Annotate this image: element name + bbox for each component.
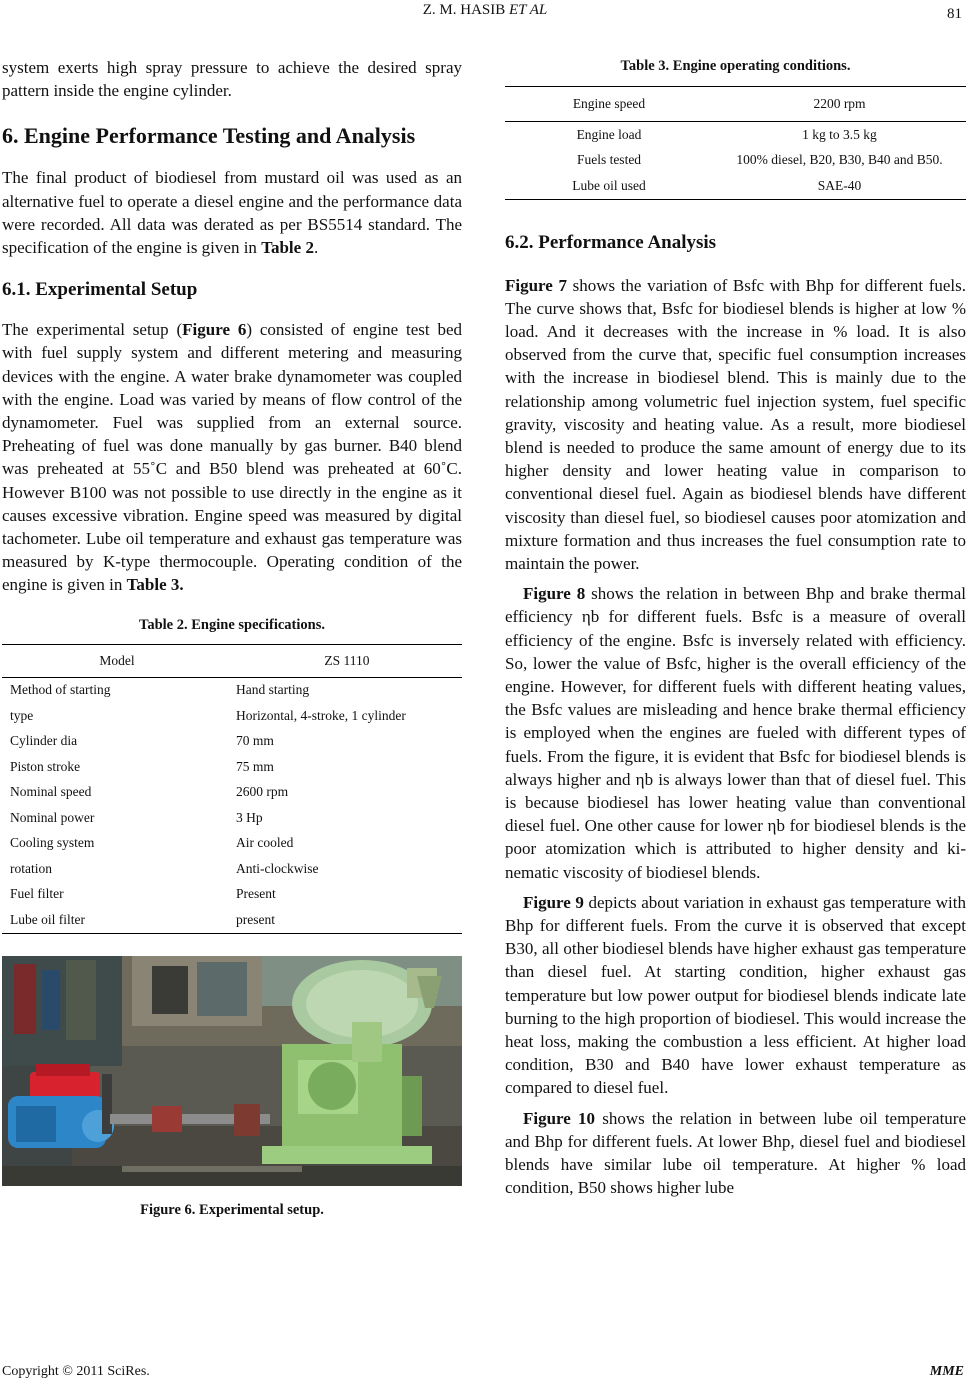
table-row: Fuels tested 100% diesel, B20, B30, B40 and B50. — [576, 152, 943, 168]
table-3-header-row — [505, 87, 966, 122]
table-row: Fuel filter Present — [10, 886, 276, 902]
table-row: Cooling system Air cooled — [10, 835, 294, 851]
journal-abbreviation: MME — [929, 1364, 964, 1379]
photo-illustration — [2, 956, 462, 1186]
section-6-paragraph: The final product of biodiesel from mustard oil was used as an alternative fuel to operate a diesel engine and the performance data were recorded. All data was derated as per BS5514 standard. The specification of the engine is given in Table 2. — [2, 168, 462, 258]
figure-6-caption: Figure 6. Experimental setup. — [140, 1201, 324, 1218]
experimental-setup-photo — [2, 956, 462, 1186]
table-2 — [2, 644, 462, 934]
running-header — [0, 2, 970, 26]
section-6-heading: 6. Engine Performance Testing and Analysis — [2, 123, 416, 149]
performance-paragraph-3: Figure 9 depicts about variation in exhaust gas temperature with Bhp for different fuels. From the curve it is observed that except B30, all other biodiesel blends have higher exhaust gas temperature than diesel fuel. At starting condition, higher exhaust gas temperature but low power output for biodiesel blends indicate late burning to the high proportion of biodiesel. This would increase the heat loss, making the combustion a less efficient. At higher load condition, B30 and B40 have lower exhaust temperature as compared to diesel fuel. — [505, 892, 966, 1098]
table-3-ref[interactable]: Table 3. — [126, 575, 184, 595]
table-2-header-cell: ZS 1110 — [232, 644, 462, 677]
intro-paragraph: system exerts high spray pressure to achieve the desired spray pattern inside the engine cylinder. — [2, 58, 462, 101]
table-row: Nominal speed 2600 rpm — [10, 784, 289, 800]
section-6-2-heading: 6.2. Performance Analysis — [505, 231, 717, 253]
left-column — [2, 56, 462, 1220]
table-row: rotation Anti-clockwise — [10, 860, 319, 876]
figure-8-ref[interactable]: Figure 8 — [523, 584, 586, 604]
figure-10-ref[interactable]: Figure 10 — [523, 1108, 596, 1128]
section-6-1-heading: 6.1. Experimental Setup — [2, 279, 198, 301]
figure-6-ref[interactable]: Figure 6 — [182, 320, 247, 340]
table-row: Nominal power 3 Hp — [10, 809, 263, 825]
table-row: Lube oil filter present — [2, 907, 462, 933]
table-2-header-row — [2, 644, 462, 677]
table-3-header-cell: Engine speed — [505, 87, 713, 122]
table-2-header-cell: Model — [2, 644, 232, 677]
figure-7-ref[interactable]: Figure 7 — [505, 275, 567, 295]
table-row: Method of starting Hand starting — [10, 682, 310, 698]
table-row: type Horizontal, 4-stroke, 1 cylinder — [10, 707, 406, 723]
table-row: Engine load 1 kg to 3.5 kg — [576, 126, 877, 142]
table-row: Cylinder dia 70 mm — [10, 733, 274, 749]
right-column — [505, 56, 966, 1199]
table-3 — [505, 86, 966, 200]
table-row: Piston stroke 75 mm — [10, 758, 274, 774]
table-row: Lube oil used SAE-40 — [505, 173, 966, 199]
table-2-caption: Table 2. Engine specifications. — [139, 616, 325, 633]
running-title: Z. M. HASIB ET AL — [422, 2, 548, 18]
performance-paragraph-1: Figure 7 shows the variation of Bsfc with Bhp for different fuels. The curve shows that, Bsfc for biodiesel blends is higher at low % load. And it decreases with the increase in % load. It is also observed from the curve that, specific fuel consumption increases with the increase in biodiesel blend. This is mainly due to the relationship among volumetric fuel injection system, fuel specific gravity, viscosity and heating value. As a result, more biodiesel blend is needed to produce the same amount of energy due to its higher density and lower heating value in comparison to conventional diesel fuel. Again as biodiesel blends have different viscosity than diesel fuel, so biodiesel causes poor atomization and mixture formation and thus increases the fuel consumption rate to maintain the power. — [505, 275, 966, 573]
table-3-caption: Table 3. Engine operating conditions. — [620, 58, 851, 74]
table-2-ref[interactable]: Table 2 — [261, 238, 314, 258]
performance-paragraph-4: Figure 10 shows the relation in between lube oil temperature and Bhp for different fuels. At lower Bhp, diesel fuel and biodiesel blends have similar lube oil temperature. At higher % load condition, B50 shows higher lube — [505, 1108, 966, 1198]
page-number: 81 — [947, 6, 962, 22]
performance-paragraph-2: Figure 8 shows the relation in between Bhp and brake thermal efficiency ηb for different fuels. Bsfc is a measure of overall efficiency of the engine. Bsfc is inversely related with efficiency. So, lower the value of Bsfc, higher is the overall efficiency of the engine. However, for different fuels with different heating values, the Bsfc values are misleading and hence brake thermal efficiency is employed when the engines are fueled with different types of fuels. From the figure, it is evident that Bsfc for biodiesel blends is always higher and ηb is always lower than that of diesel fuel. This is because biodiesel has lower heating value than conventional diesel fuel. One other cause for lower ηb for biodiesel blends is the poor atomization which is attributed to higher density and kinematic viscosity of biodiesel blends. — [505, 584, 966, 882]
figure-9-ref[interactable]: Figure 9 — [523, 892, 584, 912]
section-6-1-paragraph: The experimental setup (Figure 6) consisted of engine test bed with fuel supply system and different metering and measuring devices with the engine. A water brake dynamometer was coupled with the engine. Load was varied by means of flow control of the dynamometer. Fuel was supplied from an external source. Preheating of fuel was done manually by gas burner. B40 blend was preheated at 55˚C and B50 blend was preheated at 60˚C. However B100 was not possible to use directly in the engine as it causes excessive vibration. Engine speed was measured by digital tachometer. Lube oil temperature and exhaust gas temperature was measured by K-type thermocouple. Operating condition of the engine is given in Table 3. — [2, 320, 462, 595]
table-3-header-cell: 2200 rpm — [713, 87, 966, 122]
copyright-notice: Copyright © 2011 SciRes. — [2, 1364, 150, 1379]
